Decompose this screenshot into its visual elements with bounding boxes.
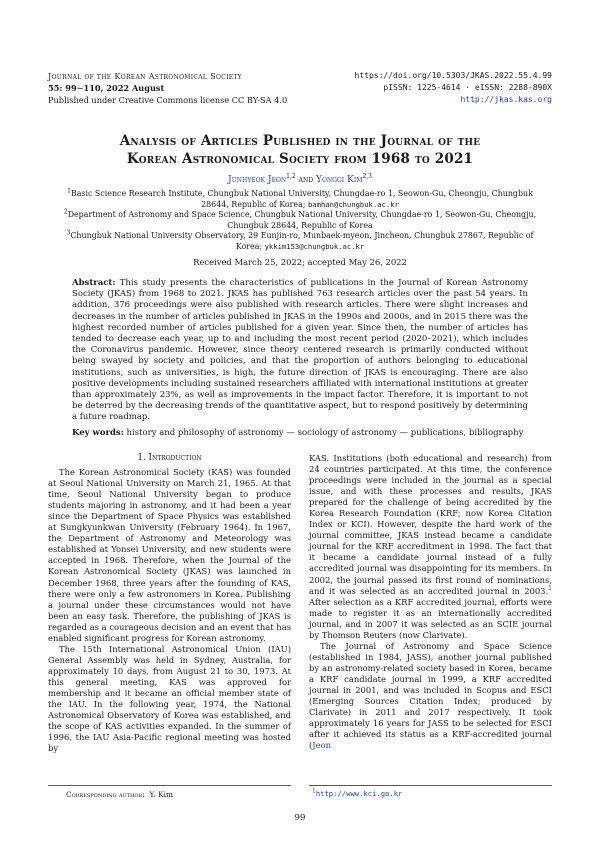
- license-line: Published under Creative Commons license CC BY-SA 4.0: [48, 95, 288, 105]
- footnote-ref-1[interactable]: 1: [548, 584, 552, 592]
- paper-title: [48, 132, 552, 168]
- author-2-link[interactable]: Yonggi Kim: [315, 174, 363, 185]
- journal-identifiers: [355, 70, 552, 106]
- footnote-url-link[interactable]: http://www.kci.go.kr: [315, 789, 403, 798]
- author-1-affil: 1,2: [286, 172, 296, 180]
- paragraph-4: The Journal of Astronomy and Space Science (established in 1984, JASS), another journal published by an astronomy-related society based in Korea, became a KRF candidate journal in 1999, a KRF accredited journal in 2001, and was included in Scopus and ESCI (Emerging Sources Citation Index; produced by Clarivate) in 2011 and 2017 respectively. It took approximately 16 years for JASS to be selected for ESCI after it achieved its status as a KRF-accredited journal (Jeon: [309, 640, 552, 751]
- author-1-link[interactable]: Junhyeok Jeon: [228, 174, 287, 185]
- issn-line: pISSN: 1225-4614 · eISSN: 2288-890X: [383, 83, 552, 92]
- author-2-affil: 2,3: [362, 172, 372, 180]
- abstract-text: This study presents the characteristics of publications in the Journal of Korean Astronomy Society (JKAS) from 1968 to 2021. JKAS has published 763 research articles over the past 54 years. In addition, 376 proceedings were also published with research articles. There were slight increases and decreases in the number of articles published in JKAS in the 1990s and 2000s, and in 2015 there was the highest recorded number of articles published for a given year. Since then, the number of articles has tended to decrease each year, up to and including the most recent period (2020–2021), which includes the Coronavirus pandemic. However, since theory centered research is primarily conducted without being swayed by society and policies, and that the proportion of authors belonging to educational institutions, such as universities, is high, the future direction of JKAS is encouraging. There are also positive developments including sustained researchers affiliated with international institutions at greater than approximately 23%, as well as improvements in the impact factor. Therefore, it is important to not be deterred by the decreasing trends of the quantitative aspect, but to respond positively by determining a future roadmap.: [72, 278, 528, 423]
- paragraph-3: KAS. Institutions (both educational and research) from 24 countries participated. At this time, the conference proceedings were included in the journal as a special issue, and with these processes and results, JKAS prepared for the challenge of being accredited by the Korea Research Foundation (KRF; now Korea Citation Index or KCI). However, despite the hard work of the journal committee, JKAS instead became a candidate journal for the KRF accreditment in 1998. The fact that it became a candidate journal instead of a fully accredited journal was disappointing for its members. In 2002, the journal passed its first round of nominations, and it was selected as an accredited journal in 2003.$^1$ After selection as a KRF accredited journal, efforts were made to register it as an internationally accredited journal, and in 2007 it was selected as an SCIE journal by Thomson Reuters (now Clarivate).: [309, 453, 552, 640]
- abstract: [72, 278, 528, 424]
- corresponding-author: Corresponding author: Y. Kim: [66, 790, 174, 799]
- footnote-rule-right: [309, 785, 552, 786]
- title-line-2: Korean Astronomical Society from 1968 to 2021: [126, 151, 474, 167]
- journal-site-link[interactable]: http://jkas.kas.org: [460, 95, 552, 104]
- keywords-text: history and philosophy of astronomy — sociology of astronomy — publications, bibliography: [126, 428, 524, 438]
- journal-header: [48, 70, 287, 106]
- footnote-rule-left: [48, 785, 291, 786]
- title-line-1: Analysis of Articles Published in the Journal of the: [119, 133, 481, 149]
- email-3[interactable]: ykkim153@chungbuk.ac.kr: [264, 241, 365, 251]
- author-list: [48, 174, 552, 185]
- citation-link[interactable]: Jeon: [312, 740, 332, 751]
- doi-link[interactable]: https://doi.org/10.5303/JKAS.2022.55.4.99: [354, 71, 552, 80]
- author-conjunction: and: [298, 174, 314, 185]
- body-column-left: [48, 453, 291, 754]
- paragraph-2: The 15th International Astronomical Union (IAU) General Assembly was held in Sydney, Australia, for approximately 10 days, from August 21 to 30, 1973. At this general meeting, KAS was approved for membership and it became an official member state of the IAU. In the following year, 1974, the National Astronomical Observatory of Korea was established, and the scope of KAS activities expanded. In the summer of 1996, the IAU Asia-Pacific regional meeting was hosted by: [48, 643, 291, 754]
- volume-line: 55: 99∼110, 2022 August: [48, 83, 165, 93]
- abstract-label: Abstract:: [72, 278, 116, 288]
- keywords-label: Key words:: [72, 428, 124, 438]
- affiliations: [60, 189, 540, 253]
- received-dates: Received March 25, 2022; accepted May 26, 2022: [193, 257, 407, 267]
- email-1[interactable]: bamhan@chungbuk.ac.kr: [307, 199, 399, 209]
- paragraph-1: The Korean Astronomical Society (KAS) was founded at Seoul National University on March 21, 1965. At that time, Seoul National University began to produce students majoring in astronomy, and it had been a year since the Department of Space Physics was established at Sungkyunkwan University (February 1964). In 1967, the Department of Astronomy and Meteorology was established at Yonsei University, and new students were accepted in 1968. Therefore, when the Journal of the Korean Astronomical Society (JKAS) was launched in December 1968, three years after the founding of KAS, there were only a few astronomers in Korea. Publishing a journal under these circumstances would not have been an easy task. Therefore, the publishing of JKAS is regarded as a courageous decision and an event that has enabled significant progress for Korean astronomy.: [48, 467, 291, 643]
- keywords: [72, 428, 528, 439]
- section-heading: 1. Introduction: [137, 453, 202, 463]
- affiliation-1: $^1$Basic Science Research Institute, Chungbuk National University, Chungdae-ro 1, Seowon-Gu, Cheongju, Chungbuk 28644, Republic of Korea; bamhan@chungbuk.ac.kr: [67, 187, 533, 209]
- page-number: 99: [294, 813, 306, 823]
- affiliation-2: $^2$Department of Astronomy and Space Science, Chungbuk National University, Chungdae-ro 1, Seowon-Gu, Cheongju, Chungbuk 28644, Republic of Korea: [63, 208, 537, 230]
- journal-name: Journal of the Korean Astronomical Society: [48, 71, 243, 81]
- affiliation-3: $^3$Chungbuk National University Observatory, 29 Eunjin-ro, Munbaek-myeon, Jincheon, Chungbuk 27867, Republic of Korea; ykkim153@chungbuk.ac.kr: [66, 229, 534, 251]
- body-column-right: [309, 453, 552, 751]
- footnote-1: $^1$http://www.kci.go.kr: [312, 787, 403, 798]
